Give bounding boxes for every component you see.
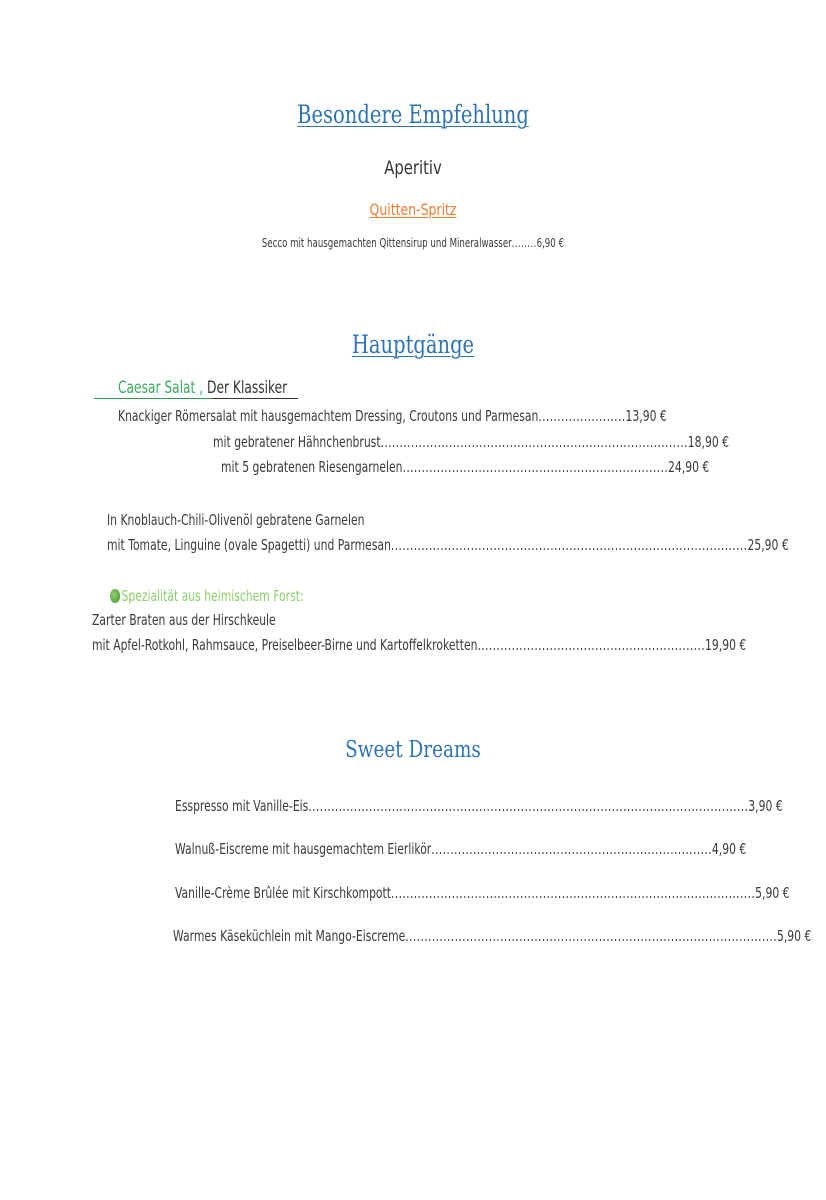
dessert-text: Vanille-Crème Brûlée mit Kirschkompott: [175, 884, 392, 902]
dessert-price: 5,90 €: [777, 927, 812, 945]
drink-description: Secco mit hausgemachten Qittensirup und Mineralwasser: [261, 236, 512, 250]
forst-label-line: [110, 587, 304, 605]
caesar-name: Caesar Salat ,: [118, 378, 204, 398]
garnelen-line2: mit Tomate, Linguine (ovale Spagetti) und Parmesan..............................................................................................25,90 €: [107, 536, 789, 554]
caesar-chicken-text: mit gebratener Hähnchenbrust: [213, 433, 381, 451]
caesar-shrimp-price: 24,90 €: [668, 458, 710, 476]
caesar-base-price: 13,90 €: [625, 407, 667, 425]
caesar-subtitle: Der Klassiker: [207, 378, 288, 398]
caesar-chicken-price: 18,90 €: [687, 433, 730, 451]
dessert-text: Walnuß-Eiscreme mit hausgemachtem Eierlikör: [175, 840, 432, 858]
forst-label: Spezialität aus heimischem Forst:: [121, 587, 304, 605]
dessert-price: 4,90 €: [711, 840, 747, 858]
forst-line2: mit Apfel-Rotkohl, Rahmsauce, Preiselbeer-Birne und Kartoffelkroketten............................................................19,90 €: [92, 636, 747, 654]
dessert-text: Esspresso mit Vanille-Eis: [175, 797, 309, 815]
caesar-shrimp-line: mit 5 gebratenen Riesengarnelen......................................................................24,90 €: [221, 458, 710, 476]
caesar-chicken-line: mit gebratener Hähnchenbrust.................................................................................18,90 €: [213, 433, 730, 451]
drink-name: Quitten-Spritz: [369, 200, 457, 219]
garnelen-line1: In Knoblauch-Chili-Olivenöl gebratene Garnelen: [107, 511, 365, 529]
garnelen-text: mit Tomate, Linguine (ovale Spagetti) und Parmesan: [107, 536, 391, 554]
dessert-text: Warmes Käseküchlein mit Mango-Eiscreme: [173, 927, 406, 945]
dessert-item: Vanille-Crème Brûlée mit Kirschkompott................................................................................................5,90 €: [175, 884, 790, 902]
caesar-subtitle-underline: [212, 398, 298, 399]
section-title-recommendation: Besondere Empfehlung: [297, 100, 529, 129]
forst-price: 19,90 €: [705, 636, 747, 654]
caesar-base-text: Knackiger Römersalat mit hausgemachtem Dressing, Croutons und Parmesan: [118, 407, 539, 425]
garnelen-price: 25,90 €: [747, 536, 789, 554]
section-title-main-courses: Hauptgänge: [351, 330, 475, 359]
dessert-item: Warmes Käseküchlein mit Mango-Eiscreme..................................................................................................5,90 €: [173, 927, 812, 945]
tree-icon: [110, 589, 120, 603]
dessert-price: 3,90 €: [748, 797, 783, 815]
dessert-price: 5,90 €: [755, 884, 790, 902]
caesar-shrimp-text: mit 5 gebratenen Riesengarnelen: [221, 458, 403, 476]
section-title-desserts: Sweet Dreams: [345, 737, 481, 763]
caesar-heading: [118, 378, 287, 398]
forst-line1: Zarter Braten aus der Hirschkeule: [92, 611, 276, 629]
aperitif-label: Aperitiv: [384, 157, 442, 179]
dessert-item: Esspresso mit Vanille-Eis....................................................................................................................3,90 €: [175, 797, 783, 815]
forst-text: mit Apfel-Rotkohl, Rahmsauce, Preiselbeer-Birne und Kartoffelkroketten: [92, 636, 478, 654]
dessert-item: Walnuß-Eiscreme mit hausgemachtem Eierlikör..........................................................................4,90 €: [175, 840, 747, 858]
drink-price: 6,90 €: [536, 236, 565, 250]
caesar-base-line: Knackiger Römersalat mit hausgemachtem Dressing, Croutons und Parmesan.......................13,90 €: [118, 407, 667, 425]
drink-line: Secco mit hausgemachten Qittensirup und Mineralwasser........6,90 €: [261, 236, 565, 250]
